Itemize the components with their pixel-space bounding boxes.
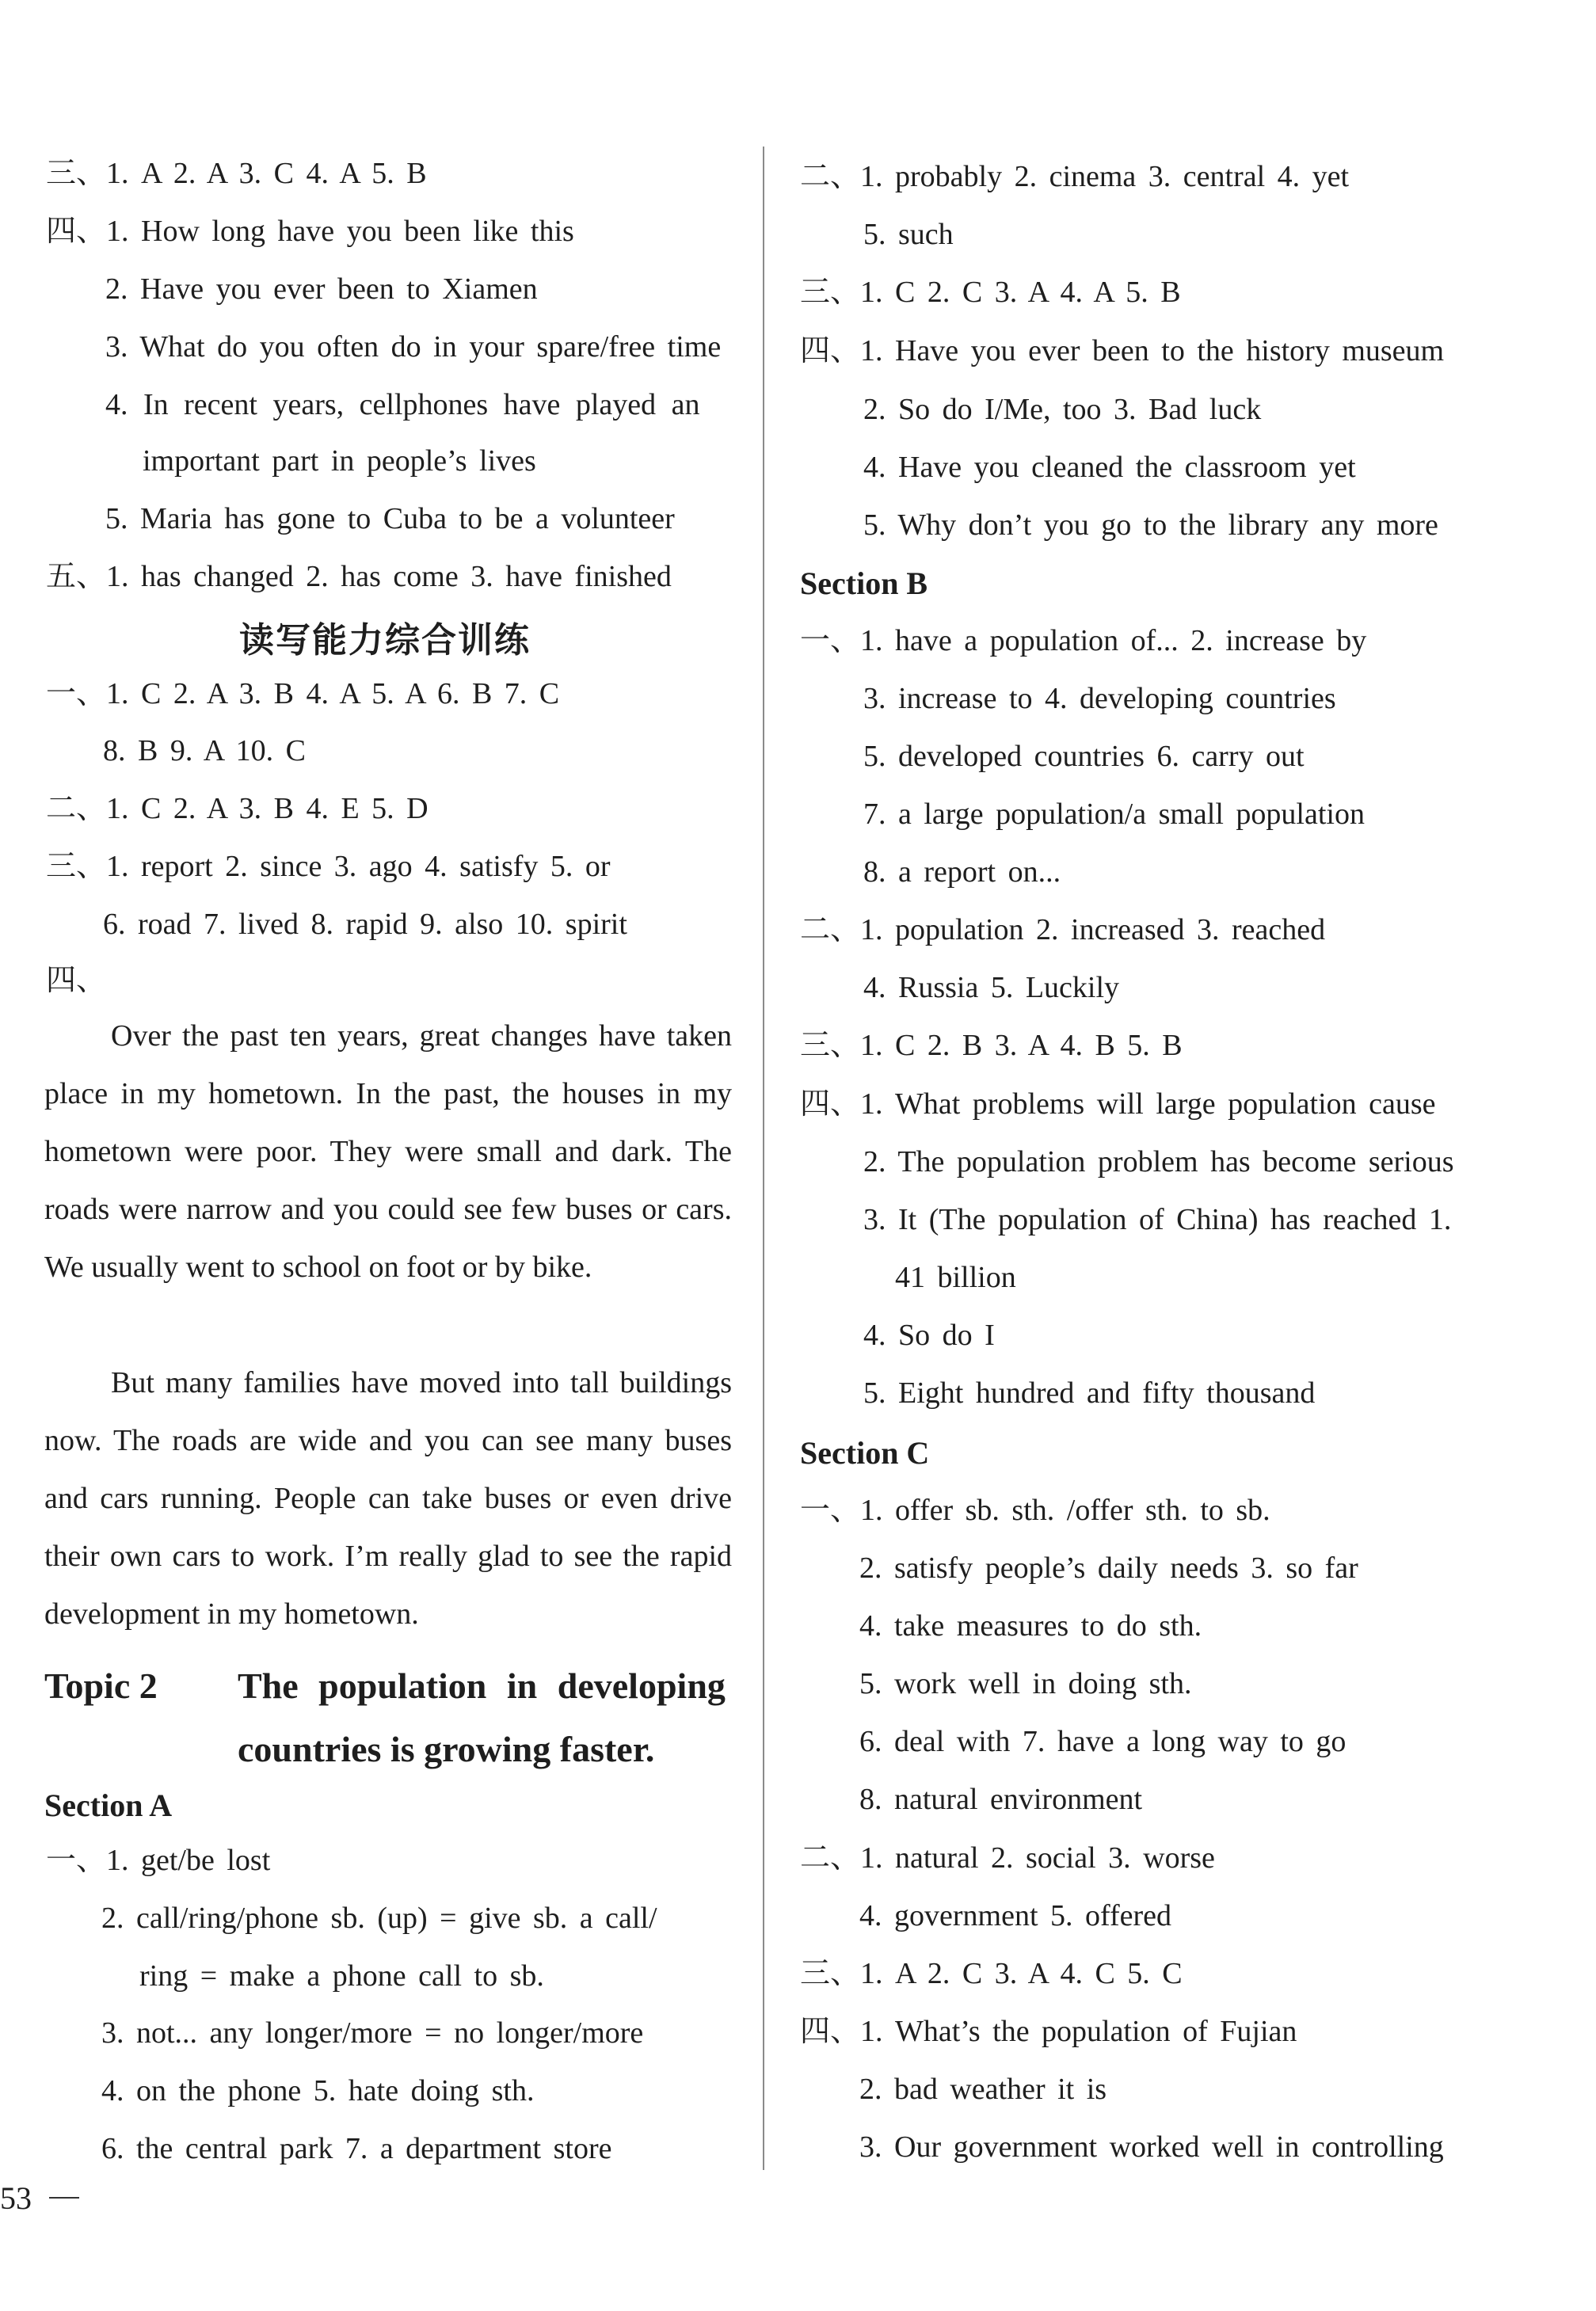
answer-line: 二、1. natural 2. social 3. worse — [800, 1841, 1215, 1875]
answer-line: 7. a large population/a small population — [863, 798, 1365, 831]
answer-line: 5. such — [863, 218, 954, 251]
answer-line: 5. Why don’t you go to the library any more — [863, 508, 1438, 542]
answer-line: 一、1. have a population of... 2. increase by — [800, 624, 1367, 657]
answer-line: 8. B 9. A 10. C — [103, 734, 306, 767]
answer-line: 2. So do I/Me, too 3. Bad luck — [863, 393, 1262, 426]
answer-line: 二、1. population 2. increased 3. reached — [800, 913, 1326, 946]
answer-line: 4. government 5. offered — [859, 1899, 1172, 1932]
answer-line: 6. deal with 7. have a long way to go — [859, 1725, 1347, 1758]
section-title: Section B — [800, 565, 928, 601]
answer-line: 5. work well in doing sth. — [859, 1667, 1192, 1700]
answer-line: 8. natural environment — [859, 1783, 1143, 1816]
answer-line: 3. increase to 4. developing countries — [863, 682, 1336, 715]
answer-line: 三、1. C 2. C 3. A 4. A 5. B — [800, 276, 1181, 309]
answer-line: ring = make a phone call to sb. — [139, 1959, 544, 1993]
answer-line: 四、 — [46, 964, 107, 997]
answer-line: 41 billion — [895, 1261, 1016, 1294]
answer-line: 3. What do you often do in your spare/free time — [105, 330, 722, 364]
answer-line: 5. Eight hundred and fifty thousand — [863, 1376, 1316, 1410]
answer-line: 二、1. C 2. A 3. B 4. E 5. D — [46, 792, 429, 825]
answer-line: 一、1. get/be lost — [46, 1844, 271, 1877]
page-number-dash — [49, 2197, 79, 2199]
answer-line: 5. Maria has gone to Cuba to be a volunteer — [105, 502, 675, 535]
answer-line: 3. It (The population of China) has reached 1. — [863, 1203, 1452, 1236]
page-number: 53 — [0, 2180, 32, 2216]
answer-line: 5. developed countries 6. carry out — [863, 740, 1305, 773]
essay-paragraph: Over the past ten years, great changes have taken place in my hometown. In the past, the houses in my hometown were poor. They were small and dark. The roads were narrow and you could see few buses or cars. We usually went to school on foot or by bike. — [44, 1019, 732, 1284]
answer-line: 4. take measures to do sth. — [859, 1609, 1202, 1643]
answer-line: 4. So do I — [863, 1319, 995, 1352]
answer-line: 8. a report on... — [863, 855, 1061, 889]
answer-line: 4. Russia 5. Luckily — [863, 971, 1120, 1004]
column-divider — [763, 147, 764, 2170]
answer-line: 三、1. C 2. B 3. A 4. B 5. B — [800, 1029, 1183, 1062]
answer-line: 4. In recent years, cellphones have played an — [105, 388, 700, 421]
answer-line: 四、1. What’s the population of Fujian — [800, 2015, 1297, 2048]
answer-line: 2. The population problem has become serious — [863, 1145, 1454, 1178]
answer-line: 一、1. C 2. A 3. B 4. A 5. A 6. B 7. C — [46, 677, 560, 710]
answer-line: 2. bad weather it is — [859, 2073, 1107, 2106]
answer-line: 3. not... any longer/more = no longer/more — [101, 2016, 644, 2050]
answer-line: important part in people’s lives — [143, 444, 536, 478]
answer-line: 4. Have you cleaned the classroom yet — [863, 451, 1356, 484]
section-title: Section A — [44, 1788, 173, 1823]
answer-line: 4. on the phone 5. hate doing sth. — [101, 2074, 535, 2107]
answer-line: 四、1. What problems will large population cause — [800, 1087, 1436, 1121]
answer-line: 2. call/ring/phone sb. (up) = give sb. a call/ — [101, 1902, 657, 1935]
answer-line: 三、1. report 2. since 3. ago 4. satisfy 5. or — [46, 850, 611, 883]
answer-line: 6. the central park 7. a department store — [101, 2132, 612, 2165]
answer-line: 五、1. has changed 2. has come 3. have finished — [46, 560, 672, 593]
answer-line: 2. satisfy people’s daily needs 3. so far — [859, 1551, 1358, 1585]
essay-paragraph: But many families have moved into tall buildings now. The roads are wide and you can see many buses and cars running. People can take buses or even drive their own cars to work. I’m really glad to see the rapid development in my hometown. — [44, 1366, 732, 1631]
answer-line: 三、1. A 2. A 3. C 4. A 5. B — [46, 157, 427, 190]
answer-line: 6. road 7. lived 8. rapid 9. also 10. spirit — [103, 908, 627, 941]
section-heading: 读写能力综合训练 — [239, 621, 531, 660]
answer-line: 2. Have you ever been to Xiamen — [105, 272, 538, 306]
answer-line: 四、1. How long have you been like this — [46, 215, 574, 248]
answer-line: 二、1. probably 2. cinema 3. central 4. yet — [800, 160, 1350, 193]
answer-line: 四、1. Have you ever been to the history museum — [800, 334, 1445, 367]
answer-line: 3. Our government worked well in controlling — [859, 2130, 1444, 2164]
answer-line: 三、1. A 2. C 3. A 4. C 5. C — [800, 1957, 1183, 1990]
answer-line: 一、1. offer sb. sth. /offer sth. to sb. — [800, 1494, 1270, 1527]
section-title: Section C — [800, 1435, 930, 1471]
topic-label: Topic 2 — [44, 1666, 158, 1706]
topic-title: countries is growing faster. — [238, 1729, 655, 1769]
topic-title: The population in developing — [238, 1666, 726, 1706]
